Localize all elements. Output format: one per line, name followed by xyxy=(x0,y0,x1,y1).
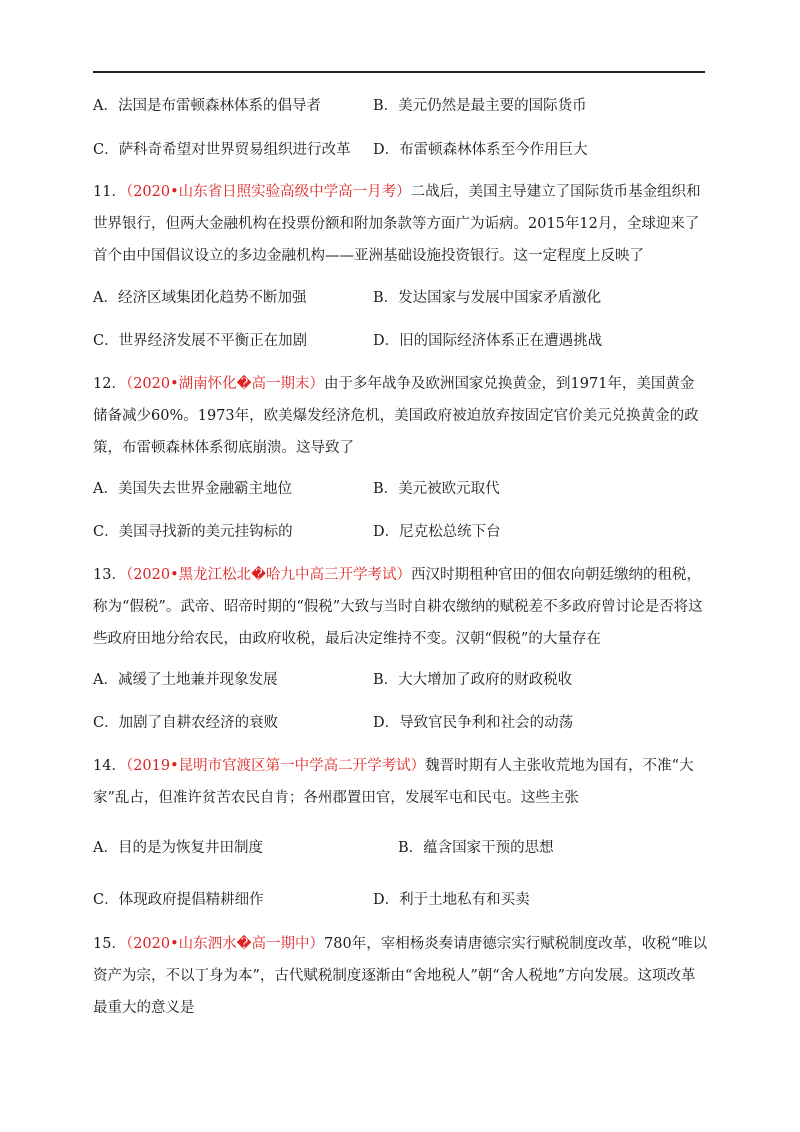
question-source: （2019•昆明市官渡区第一中学高二开学考试） xyxy=(125,758,426,774)
question-11 xyxy=(93,176,708,272)
option-c: C．世界经济发展不平衡正在加剧 xyxy=(93,333,308,349)
option-row xyxy=(93,477,733,501)
option-c: C．美国寻找新的美元挂钩标的 xyxy=(93,524,293,540)
option-d: D．尼克松总统下台 xyxy=(373,524,501,540)
option-b: B．发达国家与发展中国家矛盾激化 xyxy=(373,290,602,306)
option-b: B．美元仍然是最主要的国际货币 xyxy=(373,98,587,114)
question-source: （2020•黑龙江松北�哈九中高三开学考试） xyxy=(125,567,412,583)
option-c: C．萨科奇希望对世界贸易组织进行改革 xyxy=(93,142,351,158)
option-d: D．导致官民争利和社会的动荡 xyxy=(373,715,574,731)
option-b: B．大大增加了政府的财政税收 xyxy=(373,672,573,688)
question-stem: 西汉时期租种官田的佃农向朝廷缴纳的租税，称为“假税”。武帝、昭帝时期的“假税”大致与当时自耕农缴纳的赋税差不多政府曾讨论是否将这些政府田地分给农民，由政府收税，最后决定维持不变。汉朝“假税”的大量存在 xyxy=(93,567,703,647)
question-stem: 二战后，美国主导建立了国际货币基金组织和世界银行，但两大金融机构在投票份额和附加条款等方面广为诟病。2015年12月，全球迎来了首个由中国倡议设立的多边金融机构——亚洲基础设施投资银行。这一定程度上反映了 xyxy=(93,184,701,264)
question-stem: 由于多年战争及欧洲国家兑换黄金，到1971年，美国黄金储备减少60%。1973年，欧美爆发经济危机，美国政府被迫放弃按固定官价美元兑换黄金的政策，布雷顿森林体系彻底崩溃。这导致了 xyxy=(93,376,699,456)
question-stem: 魏晋时期有人主张收荒地为国有，不准“大家”乱占，但准许贫苦农民自肯；各州郡置田官，发展军屯和民屯。这些主张 xyxy=(93,758,694,806)
option-a: A．经济区域集团化趋势不断加强 xyxy=(93,290,307,306)
question-12 xyxy=(93,368,708,464)
option-row xyxy=(93,668,733,692)
option-row xyxy=(93,329,733,353)
option-d: D．布雷顿森林体系至今作用巨大 xyxy=(373,142,588,158)
question-15 xyxy=(93,928,708,1024)
question-number: 11． xyxy=(93,184,126,200)
option-row xyxy=(93,286,733,310)
option-a: A．法国是布雷顿森林体系的倡导者 xyxy=(93,98,321,114)
option-c: C．体现政府提倡精耕细作 xyxy=(93,892,264,908)
option-b: B．美元被欧元取代 xyxy=(373,481,500,497)
question-source: （2020•山东省日照实验高级中学高一月考） xyxy=(125,184,411,200)
question-number: 14． xyxy=(93,758,126,774)
option-row xyxy=(93,888,733,912)
question-source: （2020•山东泗水�高一期中） xyxy=(125,936,325,952)
option-d: D．旧的国际经济体系正在遭遇挑战 xyxy=(373,333,603,349)
option-row xyxy=(93,138,733,162)
question-number: 12． xyxy=(93,376,126,392)
option-row xyxy=(93,836,733,860)
question-source: （2020•湖南怀化�高一期末） xyxy=(125,376,325,392)
option-a: A．美国失去世界金融霸主地位 xyxy=(93,481,292,497)
header-rule xyxy=(93,71,705,73)
option-row xyxy=(93,520,733,544)
option-b: B．蕴含国家干预的思想 xyxy=(398,840,554,856)
option-row xyxy=(93,711,733,735)
question-stem: 780年，宰相杨炎奏请唐德宗实行赋税制度改革，收税“唯以资产为宗，不以丁身为本”，古代赋税制度逐渐由“舍地税人”朝“舍人税地”方向发展。这项改革最重大的意义是 xyxy=(93,936,708,1016)
option-row xyxy=(93,94,733,118)
option-a: A．目的是为恢复井田制度 xyxy=(93,840,263,856)
option-c: C．加剧了自耕农经济的衰败 xyxy=(93,715,279,731)
option-d: D．利于土地私有和买卖 xyxy=(373,892,530,908)
question-13 xyxy=(93,559,708,655)
question-14 xyxy=(93,750,708,814)
question-number: 13． xyxy=(93,567,126,583)
question-number: 15． xyxy=(93,936,126,952)
option-a: A．减缓了土地兼并现象发展 xyxy=(93,672,278,688)
